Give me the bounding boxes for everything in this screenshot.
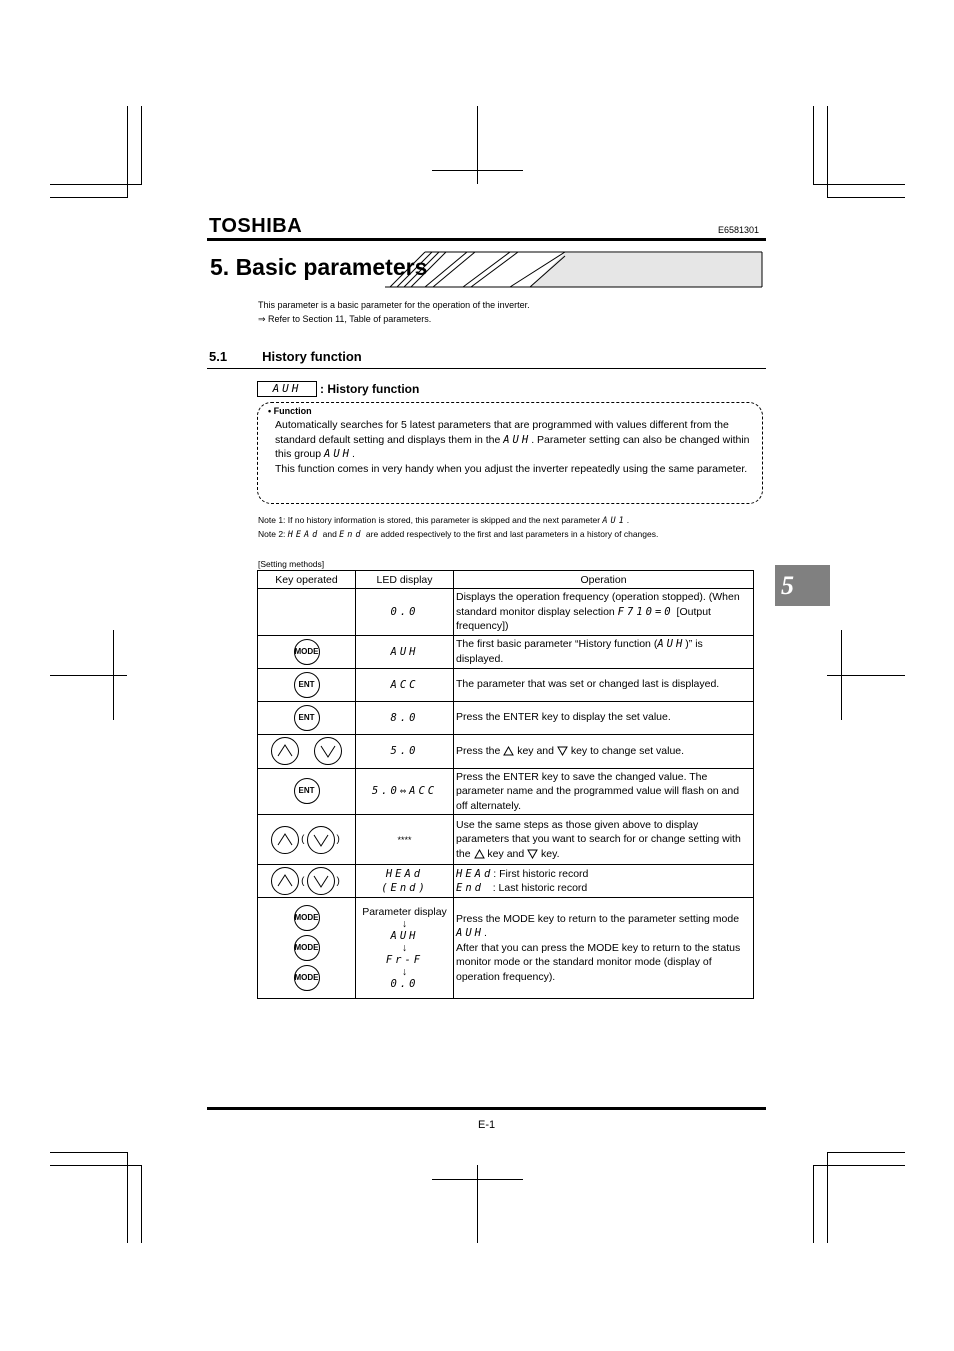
led-cell: 0.0 [356, 589, 454, 636]
function-paragraph-1: Automatically searches for 5 latest parameters that are programmed with values different from the standard default setting and displays them in the AUH. Parameter setting can also be changed within this group AUH. [275, 419, 750, 460]
operation-cell: Press the MODE key to return to the parameter setting mode AUH. After that you can press the MODE key to return to the status monitor mode or the standard monitor mode (display of operation frequency). [454, 898, 754, 999]
arrow-down-icon: ↓ [401, 966, 408, 978]
chapter-tab: 5 [775, 565, 830, 606]
toshiba-logo: TOSHIBA [209, 215, 303, 237]
table-row [258, 865, 754, 898]
key-cell [258, 898, 356, 999]
key-cell [258, 768, 356, 815]
down-key-icon [307, 867, 335, 895]
operation-cell: Use the same steps as those given above to display parameters that you want to search for or change setting with the key and key. [454, 815, 754, 865]
section-rule [207, 368, 766, 369]
function-paragraph-2: This function comes in very handy when you adjust the inverter repeatedly using the same parameter. [275, 462, 748, 475]
led-cell: 8.0 [356, 701, 454, 734]
up-key-icon [271, 867, 299, 895]
table-header-row [258, 571, 754, 589]
header-led-display: LED display [356, 571, 454, 589]
up-triangle-icon [503, 746, 514, 756]
ent-key-icon: ENT [294, 778, 320, 804]
operation-cell: Displays the operation frequency (operation stopped). (When standard monitor display selection F710=0 [Output frequency]) [454, 589, 754, 636]
table-row [258, 768, 754, 815]
operation-cell: Press the key and key to change set value. [454, 734, 754, 768]
led-cell: **** [356, 815, 454, 865]
paren-open: ( [301, 834, 305, 845]
key-cell [258, 865, 356, 898]
footer-rule [207, 1107, 766, 1110]
table-row [258, 668, 754, 701]
paren-close: ) [336, 834, 340, 845]
up-key-icon [271, 826, 299, 854]
ent-key-icon: ENT [294, 672, 320, 698]
operation-cell: HEAd: First historic record End : Last historic record [454, 865, 754, 898]
paren-open: ( [301, 875, 305, 887]
setting-methods-label: [Setting methods] [258, 559, 325, 569]
operation-cell: Press the ENTER key to display the set value. [454, 701, 754, 734]
mode-key-icon: MODE [294, 935, 320, 961]
operation-cell: The first basic parameter “History function (AUH)” is displayed. [454, 635, 754, 668]
led-cell: 5.0⇔ACC [356, 768, 454, 815]
title-band [385, 251, 763, 288]
down-key-icon [307, 826, 335, 854]
table-row [258, 734, 754, 768]
section-title: History function [262, 349, 362, 364]
down-triangle-icon [527, 849, 538, 859]
key-cell [258, 668, 356, 701]
key-cell [258, 734, 356, 768]
led-cell: HEAd (End) [356, 865, 454, 898]
led-cell: AUH [356, 635, 454, 668]
led-cell: ACC [356, 668, 454, 701]
section-heading [209, 349, 362, 364]
led-cell: 5.0 [356, 734, 454, 768]
table-row [258, 589, 754, 636]
arrow-down-icon: ↓ [401, 918, 408, 930]
note-1: Note 1: If no history information is stored, this parameter is skipped and the next parameter AU1. [258, 515, 630, 526]
table-row [258, 635, 754, 668]
up-triangle-icon [474, 849, 485, 859]
header-key-operated: Key operated [258, 571, 356, 589]
ent-key-icon: ENT [294, 705, 320, 731]
operation-cell: Press the ENTER key to save the changed value. The parameter name and the programmed value will flash on and off alternately. [454, 768, 754, 815]
mode-key-icon: MODE [294, 905, 320, 931]
key-cell-empty [258, 589, 356, 636]
table-row [258, 701, 754, 734]
table-row [258, 898, 754, 999]
down-triangle-icon [557, 746, 568, 756]
arrow-down-icon: ↓ [401, 942, 408, 954]
header-operation: Operation [454, 571, 754, 589]
note-2: Note 2: HEAd and End are added respectively to the first and last parameters in a history of changes. [258, 529, 659, 540]
setting-methods-table [257, 570, 754, 999]
page-number: E-1 [478, 1119, 496, 1131]
led-cell: Parameter display ↓ AUH ↓ Fr-F ↓ 0.0 [356, 898, 454, 999]
intro-line-1: This parameter is a basic parameter for the operation of the inverter. [258, 300, 530, 310]
section-number: 5.1 [209, 349, 228, 364]
header-rule [207, 238, 766, 241]
up-key-icon [271, 737, 299, 765]
parameter-code: AUH [257, 381, 317, 397]
parameter-title: : History function [320, 382, 420, 396]
mode-key-icon: MODE [294, 965, 320, 991]
paren-close: ) [336, 875, 340, 887]
mode-key-icon: MODE [294, 639, 320, 665]
key-cell [258, 815, 356, 865]
function-body [275, 418, 753, 476]
document-number: E6581301 [718, 225, 760, 235]
key-cell [258, 701, 356, 734]
down-key-icon [314, 737, 342, 765]
chapter-title: 5. Basic parameters [210, 254, 428, 280]
key-cell [258, 635, 356, 668]
table-row [258, 815, 754, 865]
intro-line-2: ⇒ Refer to Section 11, Table of parameters. [258, 314, 432, 324]
function-heading: • Function [268, 406, 312, 416]
operation-cell: The parameter that was set or changed last is displayed. [454, 668, 754, 701]
